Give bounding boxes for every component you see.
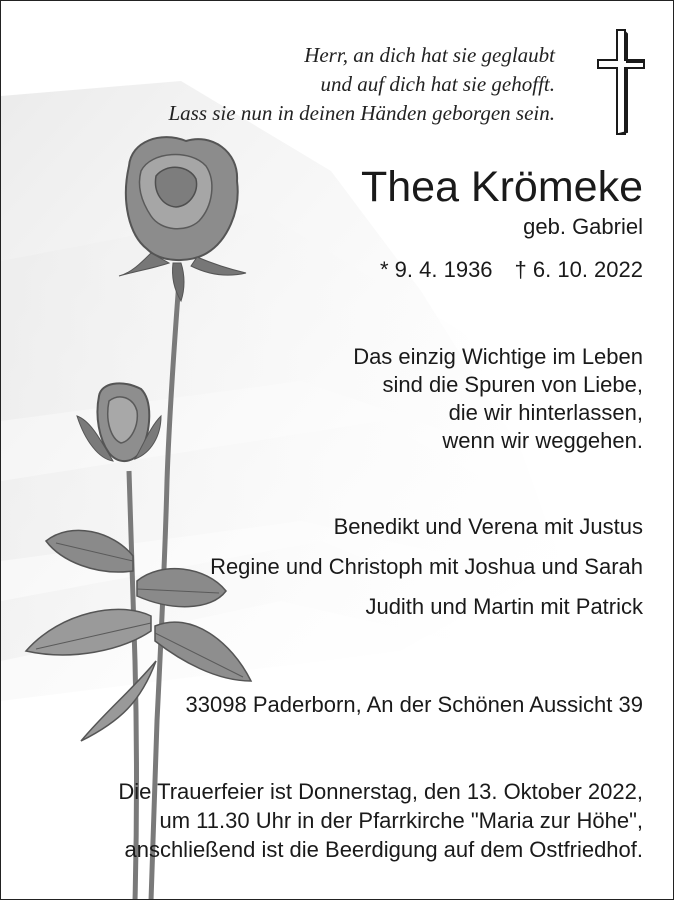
mourner-line: Judith und Martin mit Patrick: [365, 594, 643, 619]
verse-line: Lass sie nun in deinen Händen geborgen sein.: [168, 101, 555, 125]
birth-date: * 9. 4. 1936: [380, 257, 493, 282]
rose-bloom: [119, 137, 246, 301]
service-line: anschließend ist die Beerdigung auf dem Ostfriedhof.: [124, 837, 643, 862]
rose-bud: [77, 383, 161, 461]
service-line: Die Trauerfeier ist Donnerstag, den 13. Oktober 2022,: [118, 779, 643, 804]
quote-line: sind die Spuren von Liebe,: [382, 372, 643, 397]
maiden-name: geb. Gabriel: [523, 214, 643, 239]
quote-line: Das einzig Wichtige im Leben: [353, 344, 643, 369]
opening-verse: [168, 41, 555, 128]
quote-line: wenn wir weggehen.: [442, 428, 643, 453]
mourner-line: Regine und Christoph mit Joshua und Sarah: [210, 554, 643, 579]
verse-line: und auf dich hat sie gehofft.: [320, 72, 555, 96]
verse-line: Herr, an dich hat sie geglaubt: [304, 43, 555, 67]
mourners-list: [210, 513, 643, 633]
life-dates: [380, 256, 643, 284]
mourner-line: Benedikt und Verena mit Justus: [333, 514, 643, 539]
address: 33098 Paderborn, An der Schönen Aussicht 39: [185, 692, 643, 717]
deceased-name: Thea Krömeke: [360, 163, 643, 211]
cross-icon: [596, 28, 646, 136]
death-date: † 6. 10. 2022: [514, 257, 643, 282]
memorial-quote: [353, 343, 643, 455]
quote-line: die wir hinterlassen,: [448, 400, 643, 425]
service-line: um 11.30 Uhr in der Pfarrkirche "Maria zur Höhe",: [159, 808, 643, 833]
funeral-service-info: [118, 777, 643, 864]
